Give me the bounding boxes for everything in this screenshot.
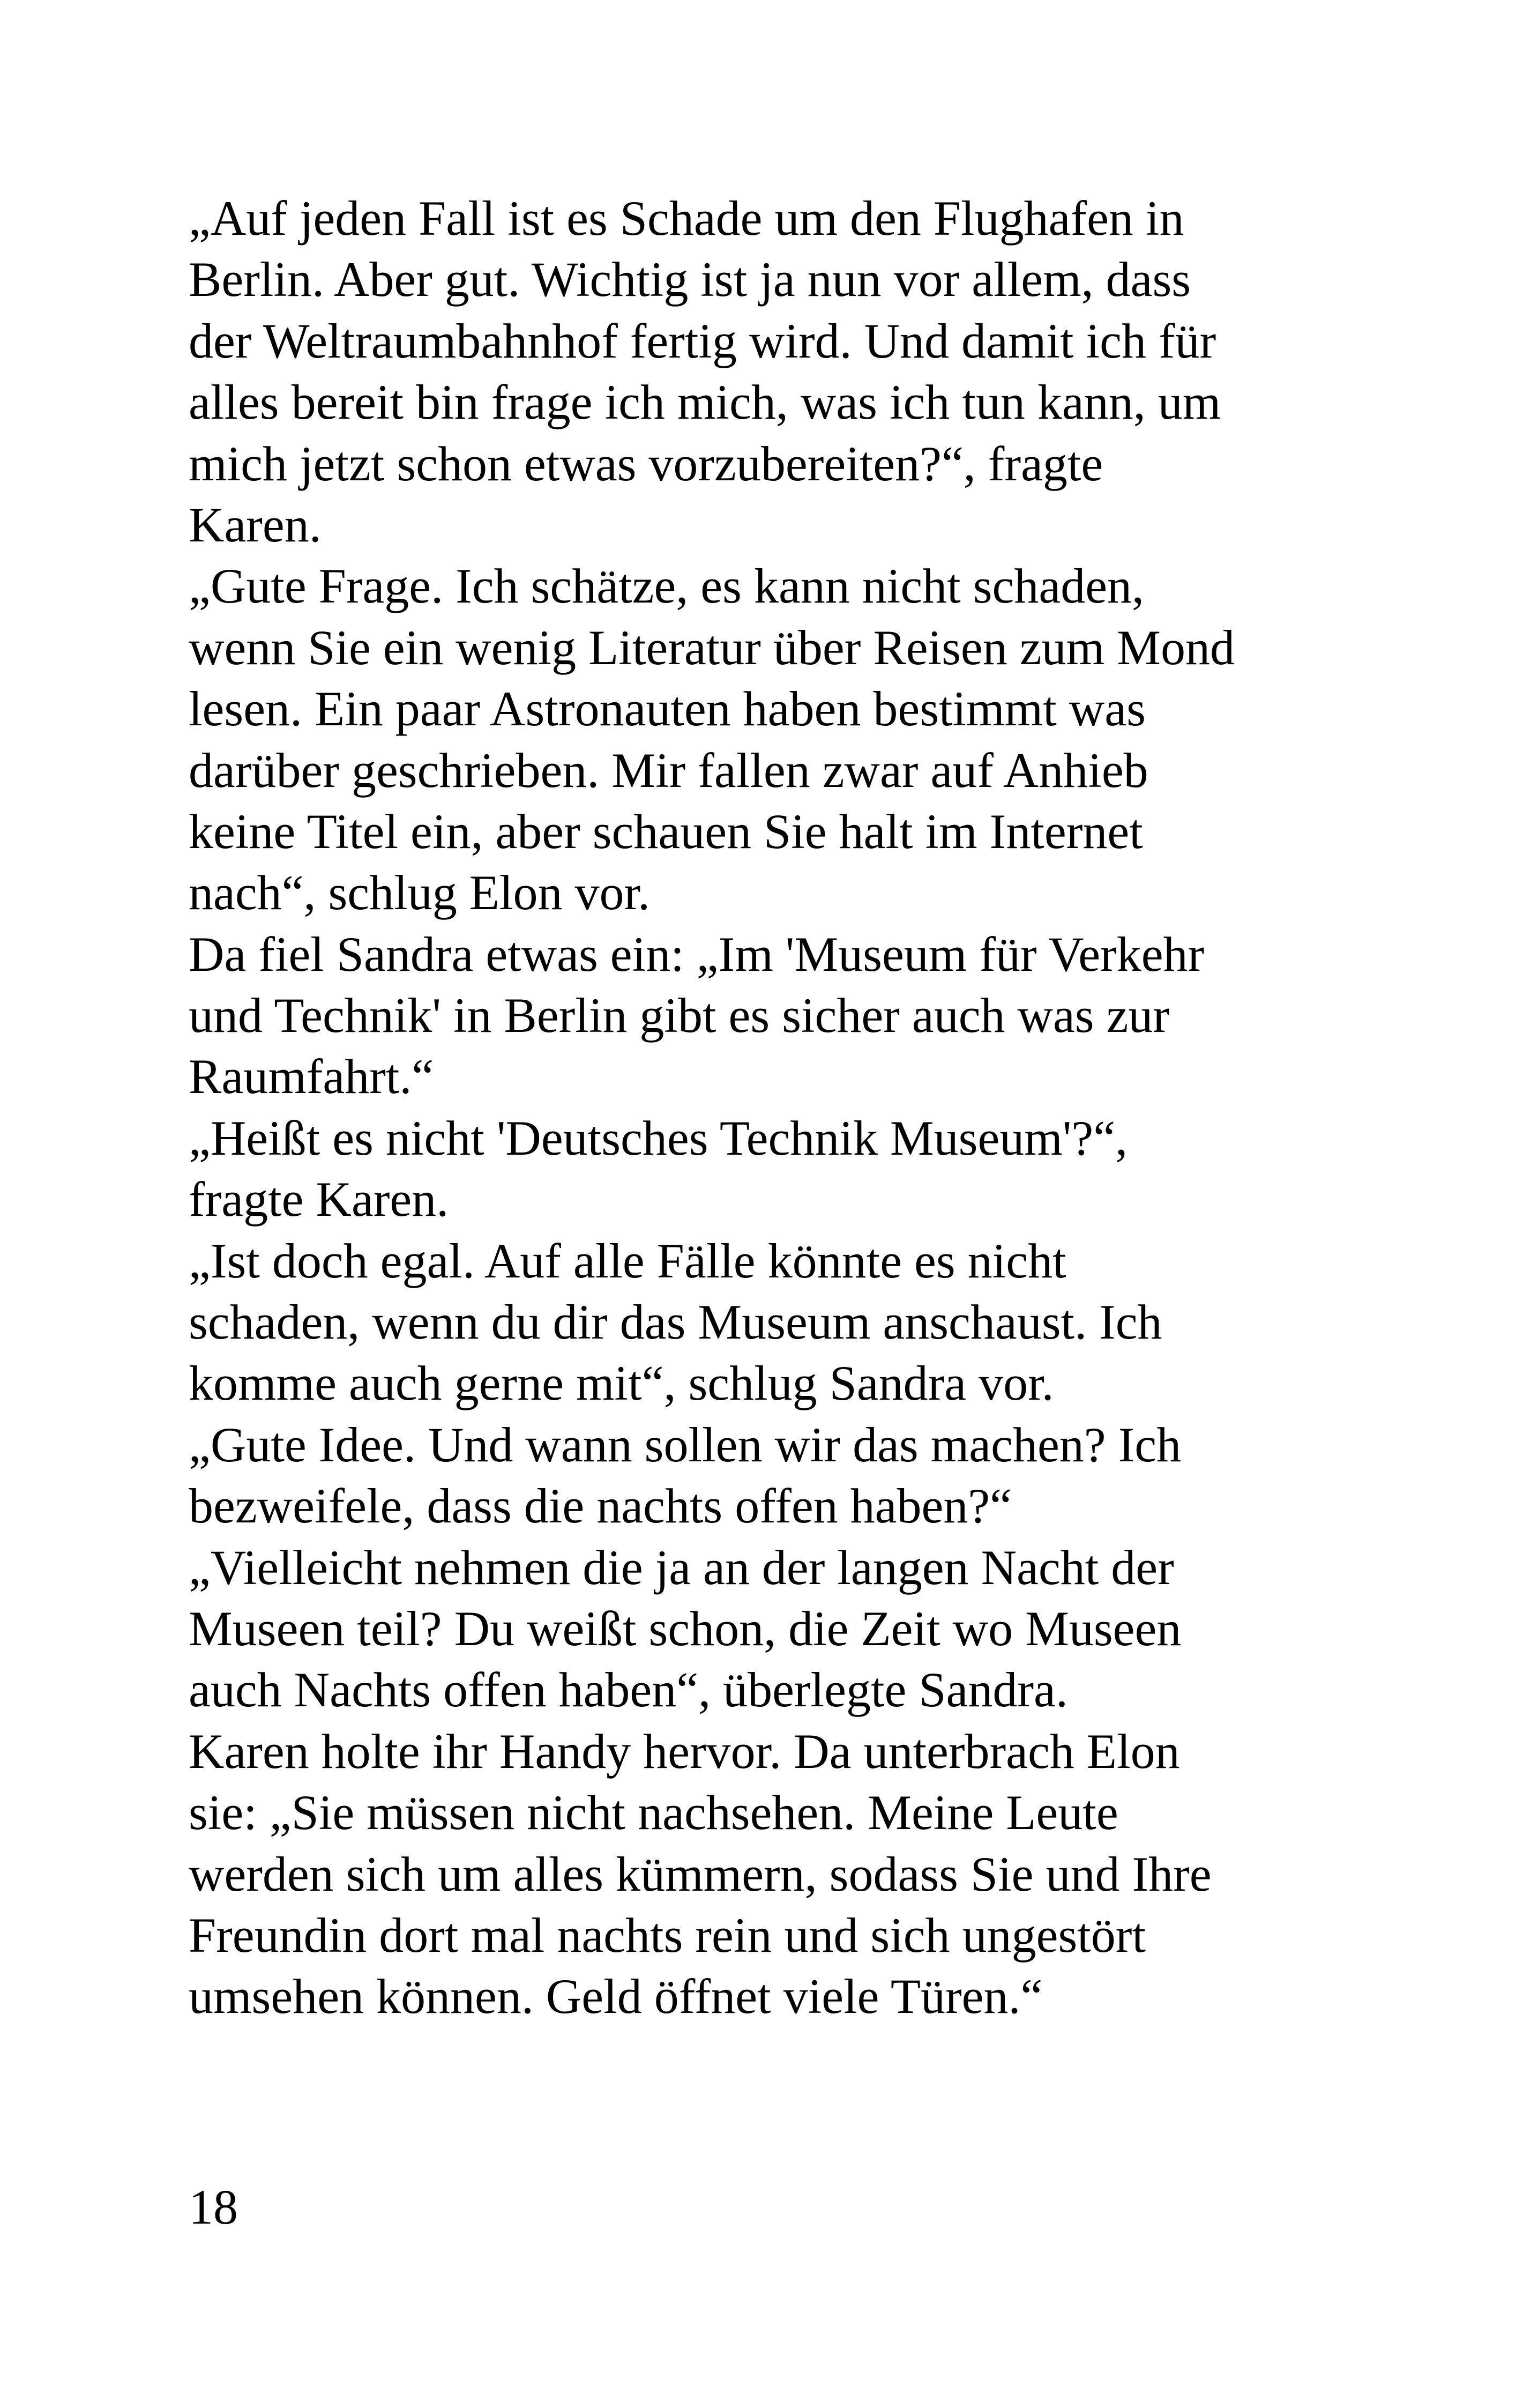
text-line: „Gute Frage. Ich schätze, es kann nicht schaden, xyxy=(189,559,1145,614)
text-line: umsehen können. Geld öffnet viele Türen.“ xyxy=(189,1969,1043,2024)
text-line: „Heißt es nicht 'Deutsches Technik Museum'?“, xyxy=(189,1110,1128,1165)
text-line: „Ist doch egal. Auf alle Fälle könnte es nicht xyxy=(189,1233,1066,1288)
text-line: „Auf jeden Fall ist es Schade um den Flughafen in xyxy=(189,191,1184,246)
text-line: Raumfahrt.“ xyxy=(189,1049,434,1104)
text-line: wenn Sie ein wenig Literatur über Reisen zum Mond xyxy=(189,620,1235,675)
text-line: Museen teil? Du weißt schon, die Zeit wo Museen xyxy=(189,1601,1182,1656)
text-line: sie: „Sie müssen nicht nachsehen. Meine Leute xyxy=(189,1785,1118,1840)
text-line: schaden, wenn du dir das Museum anschaust. Ich xyxy=(189,1295,1162,1350)
text-line: Karen holte ihr Handy hervor. Da unterbrach Elon xyxy=(189,1723,1180,1779)
text-line: und Technik' in Berlin gibt es sicher auch was zur xyxy=(189,988,1170,1043)
body-text xyxy=(189,188,1357,2027)
text-line: fragte Karen. xyxy=(189,1172,449,1227)
text-line: Freundin dort mal nachts rein und sich ungestört xyxy=(189,1907,1146,1963)
text-line: lesen. Ein paar Astronauten haben bestimmt was xyxy=(189,681,1146,737)
text-line: werden sich um alles kümmern, sodass Sie und Ihre xyxy=(189,1846,1212,1901)
text-line: mich jetzt schon etwas vorzubereiten?“, fragte xyxy=(189,436,1103,491)
text-line: nach“, schlug Elon vor. xyxy=(189,865,651,920)
text-line: der Weltraumbahnhof fertig wird. Und damit ich für xyxy=(189,313,1216,368)
page-number: 18 xyxy=(189,2180,238,2234)
text-line: alles bereit bin frage ich mich, was ich tun kann, um xyxy=(189,375,1221,430)
text-line: Da fiel Sandra etwas ein: „Im 'Museum für Verkehr xyxy=(189,926,1205,982)
text-line: „Vielleicht nehmen die ja an der langen Nacht der xyxy=(189,1540,1174,1595)
text-line: „Gute Idee. Und wann sollen wir das machen? Ich xyxy=(189,1417,1182,1472)
text-line: auch Nachts offen haben“, überlegte Sandra. xyxy=(189,1662,1068,1718)
text-line: darüber geschrieben. Mir fallen zwar auf Anhieb xyxy=(189,742,1148,798)
text-line: bezweifele, dass die nachts offen haben?“ xyxy=(189,1478,1012,1534)
text-line: Karen. xyxy=(189,497,322,552)
text-line: komme auch gerne mit“, schlug Sandra vor. xyxy=(189,1356,1054,1411)
text-line: keine Titel ein, aber schauen Sie halt im Internet xyxy=(189,804,1143,859)
text-line: Berlin. Aber gut. Wichtig ist ja nun vor allem, dass xyxy=(189,252,1191,307)
